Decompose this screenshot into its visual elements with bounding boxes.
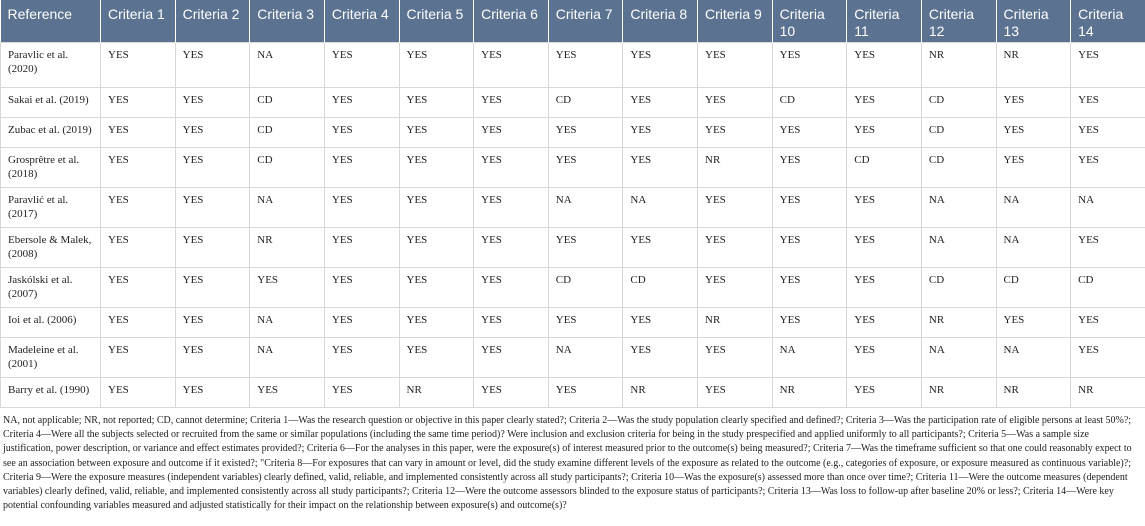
table-row — [1, 188, 1145, 228]
column-header-criteria-5: Criteria 5 — [399, 0, 474, 43]
criteria-cell: YES — [399, 308, 474, 338]
criteria-cell: NA — [996, 188, 1071, 228]
criteria-cell: YES — [175, 228, 250, 268]
criteria-cell: YES — [847, 188, 922, 228]
criteria-cell: YES — [175, 43, 250, 88]
criteria-cell: YES — [772, 188, 847, 228]
criteria-cell: YES — [1071, 118, 1145, 148]
criteria-cell: NA — [921, 188, 996, 228]
reference-cell: Jaskólski et al. (2007) — [1, 268, 101, 308]
criteria-cell: CD — [250, 88, 325, 118]
criteria-cell: YES — [698, 228, 773, 268]
criteria-cell: YES — [1071, 43, 1145, 88]
criteria-cell: YES — [324, 338, 399, 378]
table-row — [1, 378, 1145, 408]
criteria-cell: NA — [772, 338, 847, 378]
table-row — [1, 118, 1145, 148]
criteria-cell: YES — [623, 338, 698, 378]
criteria-cell: NR — [772, 378, 847, 408]
criteria-cell: YES — [324, 308, 399, 338]
criteria-cell: YES — [474, 43, 549, 88]
criteria-cell: NR — [921, 378, 996, 408]
criteria-cell: NA — [996, 228, 1071, 268]
criteria-cell: YES — [698, 43, 773, 88]
criteria-cell: YES — [698, 188, 773, 228]
criteria-cell: YES — [474, 308, 549, 338]
criteria-cell: NA — [250, 338, 325, 378]
column-header-criteria-11: Criteria 11 — [847, 0, 922, 43]
column-header-criteria-2: Criteria 2 — [175, 0, 250, 43]
criteria-cell: YES — [548, 228, 623, 268]
criteria-cell: YES — [548, 118, 623, 148]
criteria-cell: YES — [399, 118, 474, 148]
criteria-cell: NR — [996, 378, 1071, 408]
table-row — [1, 148, 1145, 188]
criteria-cell: YES — [474, 378, 549, 408]
reference-cell: Ebersole & Malek, (2008) — [1, 228, 101, 268]
criteria-cell: YES — [175, 118, 250, 148]
criteria-cell: NA — [921, 338, 996, 378]
criteria-cell: YES — [996, 118, 1071, 148]
criteria-cell: YES — [175, 338, 250, 378]
criteria-cell: YES — [847, 338, 922, 378]
column-header-criteria-13: Criteria 13 — [996, 0, 1071, 43]
criteria-cell: NR — [996, 43, 1071, 88]
criteria-cell: CD — [250, 148, 325, 188]
criteria-cell: YES — [698, 88, 773, 118]
criteria-cell: YES — [1071, 148, 1145, 188]
column-header-criteria-9: Criteria 9 — [698, 0, 773, 43]
criteria-cell: YES — [698, 378, 773, 408]
criteria-cell: YES — [101, 148, 176, 188]
criteria-cell: YES — [772, 228, 847, 268]
criteria-cell: NR — [623, 378, 698, 408]
criteria-cell: YES — [399, 43, 474, 88]
criteria-cell: YES — [474, 268, 549, 308]
criteria-cell: YES — [324, 188, 399, 228]
criteria-cell: YES — [772, 148, 847, 188]
criteria-cell: YES — [474, 338, 549, 378]
criteria-cell: YES — [399, 268, 474, 308]
criteria-cell: YES — [698, 268, 773, 308]
criteria-cell: YES — [175, 188, 250, 228]
criteria-cell: NR — [1071, 378, 1145, 408]
table-row — [1, 88, 1145, 118]
criteria-cell: YES — [101, 118, 176, 148]
criteria-cell: YES — [772, 308, 847, 338]
column-header-criteria-12: Criteria 12 — [921, 0, 996, 43]
criteria-cell: YES — [324, 43, 399, 88]
criteria-cell: CD — [921, 88, 996, 118]
criteria-cell: YES — [623, 118, 698, 148]
criteria-cell: NA — [623, 188, 698, 228]
table-row — [1, 308, 1145, 338]
column-header-criteria-7: Criteria 7 — [548, 0, 623, 43]
criteria-cell: YES — [772, 118, 847, 148]
criteria-cell: CD — [1071, 268, 1145, 308]
criteria-cell: YES — [175, 268, 250, 308]
criteria-cell: CD — [548, 88, 623, 118]
column-header-criteria-1: Criteria 1 — [101, 0, 176, 43]
criteria-cell: YES — [772, 43, 847, 88]
criteria-cell: YES — [399, 188, 474, 228]
criteria-cell: YES — [175, 148, 250, 188]
criteria-cell: YES — [698, 338, 773, 378]
criteria-cell: YES — [847, 308, 922, 338]
criteria-cell: CD — [548, 268, 623, 308]
criteria-cell: YES — [623, 148, 698, 188]
criteria-cell: CD — [921, 268, 996, 308]
criteria-cell: YES — [250, 268, 325, 308]
criteria-cell: YES — [399, 148, 474, 188]
criteria-cell: CD — [250, 118, 325, 148]
criteria-cell: YES — [324, 88, 399, 118]
criteria-cell: YES — [399, 228, 474, 268]
criteria-cell: YES — [623, 228, 698, 268]
criteria-cell: NA — [548, 188, 623, 228]
criteria-cell: YES — [474, 228, 549, 268]
header-row — [1, 0, 1145, 43]
criteria-cell: YES — [698, 118, 773, 148]
criteria-cell: NR — [698, 308, 773, 338]
criteria-cell: YES — [175, 308, 250, 338]
criteria-cell: NA — [921, 228, 996, 268]
criteria-cell: YES — [101, 378, 176, 408]
table-row — [1, 268, 1145, 308]
criteria-cell: NR — [698, 148, 773, 188]
criteria-cell: NA — [996, 338, 1071, 378]
reference-cell: Sakai et al. (2019) — [1, 88, 101, 118]
table-row — [1, 228, 1145, 268]
criteria-cell: YES — [847, 378, 922, 408]
criteria-cell: NA — [1071, 188, 1145, 228]
reference-cell: Zubac et al. (2019) — [1, 118, 101, 148]
criteria-cell: YES — [996, 88, 1071, 118]
criteria-cell: YES — [548, 308, 623, 338]
criteria-cell: YES — [623, 88, 698, 118]
criteria-cell: YES — [175, 378, 250, 408]
criteria-cell: YES — [324, 228, 399, 268]
reference-cell: Ioi et al. (2006) — [1, 308, 101, 338]
column-header-criteria-14: Criteria 14 — [1071, 0, 1145, 43]
criteria-cell: NR — [250, 228, 325, 268]
criteria-cell: YES — [101, 308, 176, 338]
criteria-cell: YES — [324, 148, 399, 188]
criteria-cell: NR — [399, 378, 474, 408]
column-header-criteria-10: Criteria 10 — [772, 0, 847, 43]
criteria-cell: YES — [324, 118, 399, 148]
criteria-cell: YES — [1071, 308, 1145, 338]
criteria-cell: YES — [101, 338, 176, 378]
table-body — [1, 43, 1145, 408]
column-header-criteria-6: Criteria 6 — [474, 0, 549, 43]
criteria-cell: YES — [101, 188, 176, 228]
criteria-cell: CD — [921, 118, 996, 148]
criteria-cell: NA — [250, 308, 325, 338]
column-header-reference: Reference — [1, 0, 101, 43]
criteria-cell: YES — [1071, 228, 1145, 268]
reference-cell: Grosprêtre et al. (2018) — [1, 148, 101, 188]
criteria-cell: YES — [175, 88, 250, 118]
criteria-cell: YES — [474, 118, 549, 148]
column-header-criteria-4: Criteria 4 — [324, 0, 399, 43]
criteria-cell: YES — [996, 148, 1071, 188]
criteria-cell: CD — [847, 148, 922, 188]
criteria-cell: YES — [324, 268, 399, 308]
criteria-cell: YES — [623, 308, 698, 338]
table-header — [1, 0, 1145, 43]
criteria-cell: CD — [996, 268, 1071, 308]
criteria-cell: CD — [623, 268, 698, 308]
criteria-cell: CD — [921, 148, 996, 188]
criteria-cell: YES — [623, 43, 698, 88]
criteria-cell: YES — [847, 268, 922, 308]
table-row — [1, 43, 1145, 88]
reference-cell: Madeleine et al. (2001) — [1, 338, 101, 378]
table-footnote: NA, not applicable; NR, not reported; CD, cannot determine; Criteria 1—Was the research question or objective in this paper clearly stated?; Criteria 2—Was the study population clearly specified and defined?; Criteria 3—Was the participation rate of eligible persons at least 50%?; Criteria 4—Were all the subjects selected or recruited from the same or similar populations (including the same time period)? Were inclusion and exclusion criteria for being in the study prespecified and applied uniformly to all participants?; Criteria 5—Was a sample size justification, power description, or variance and effect estimates provided?; Criteria 6—For the analyses in this paper, were the exposure(s) of interest measured prior to the outcome(s) being measured?; Criteria 7—Was the timeframe sufficient so that one could reasonably expect to see an association between exposure and outcome if it existed?; "Criteria 8—For exposures that can vary in amount or level, did the study examine different levels of the exposure as related to the outcome (e.g., categories of exposure, or exposure measured as continuous variable)?; Criteria 9—Were the exposure measures (independent variables) clearly defined, valid, reliable, and implemented consistently across all study participants?; Criteria 10—Was the exposure(s) assessed more than once over time?; Criteria 11—Were the outcome measures (dependent variables) clearly defined, valid, reliable, and implemented consistently across all study participants?; Criteria 12—Were the outcome assessors blinded to the exposure status of participants?; Criteria 13—Was loss to follow-up after baseline 20% or less?; Criteria 14—Were key potential confounding variables measured and adjusted statistically for their impact on the relationship between exposure(s) and outcome(s)? — [3, 415, 1132, 512]
criteria-cell: YES — [474, 88, 549, 118]
criteria-cell: YES — [101, 88, 176, 118]
reference-cell: Barry et al. (1990) — [1, 378, 101, 408]
criteria-cell: YES — [847, 118, 922, 148]
criteria-cell: YES — [399, 338, 474, 378]
column-header-criteria-8: Criteria 8 — [623, 0, 698, 43]
criteria-cell: NA — [548, 338, 623, 378]
reference-cell: Paravlić et al. (2017) — [1, 188, 101, 228]
criteria-cell: CD — [772, 88, 847, 118]
column-header-criteria-3: Criteria 3 — [250, 0, 325, 43]
reference-cell: Paravlic et al. (2020) — [1, 43, 101, 88]
criteria-cell: YES — [101, 268, 176, 308]
criteria-cell: NR — [921, 308, 996, 338]
table-row — [1, 338, 1145, 378]
criteria-cell: YES — [847, 43, 922, 88]
criteria-cell: YES — [474, 188, 549, 228]
criteria-cell: YES — [847, 228, 922, 268]
criteria-cell: YES — [399, 88, 474, 118]
criteria-cell: YES — [250, 378, 325, 408]
criteria-cell: NA — [250, 43, 325, 88]
criteria-cell: YES — [548, 43, 623, 88]
criteria-cell: YES — [772, 268, 847, 308]
criteria-cell: NA — [250, 188, 325, 228]
criteria-cell: YES — [1071, 88, 1145, 118]
criteria-cell: YES — [548, 148, 623, 188]
criteria-cell: YES — [1071, 338, 1145, 378]
criteria-cell: YES — [101, 43, 176, 88]
criteria-cell: YES — [324, 378, 399, 408]
criteria-cell: YES — [474, 148, 549, 188]
criteria-cell: YES — [996, 308, 1071, 338]
criteria-cell: YES — [548, 378, 623, 408]
criteria-cell: YES — [101, 228, 176, 268]
criteria-cell: YES — [847, 88, 922, 118]
criteria-cell: NR — [921, 43, 996, 88]
